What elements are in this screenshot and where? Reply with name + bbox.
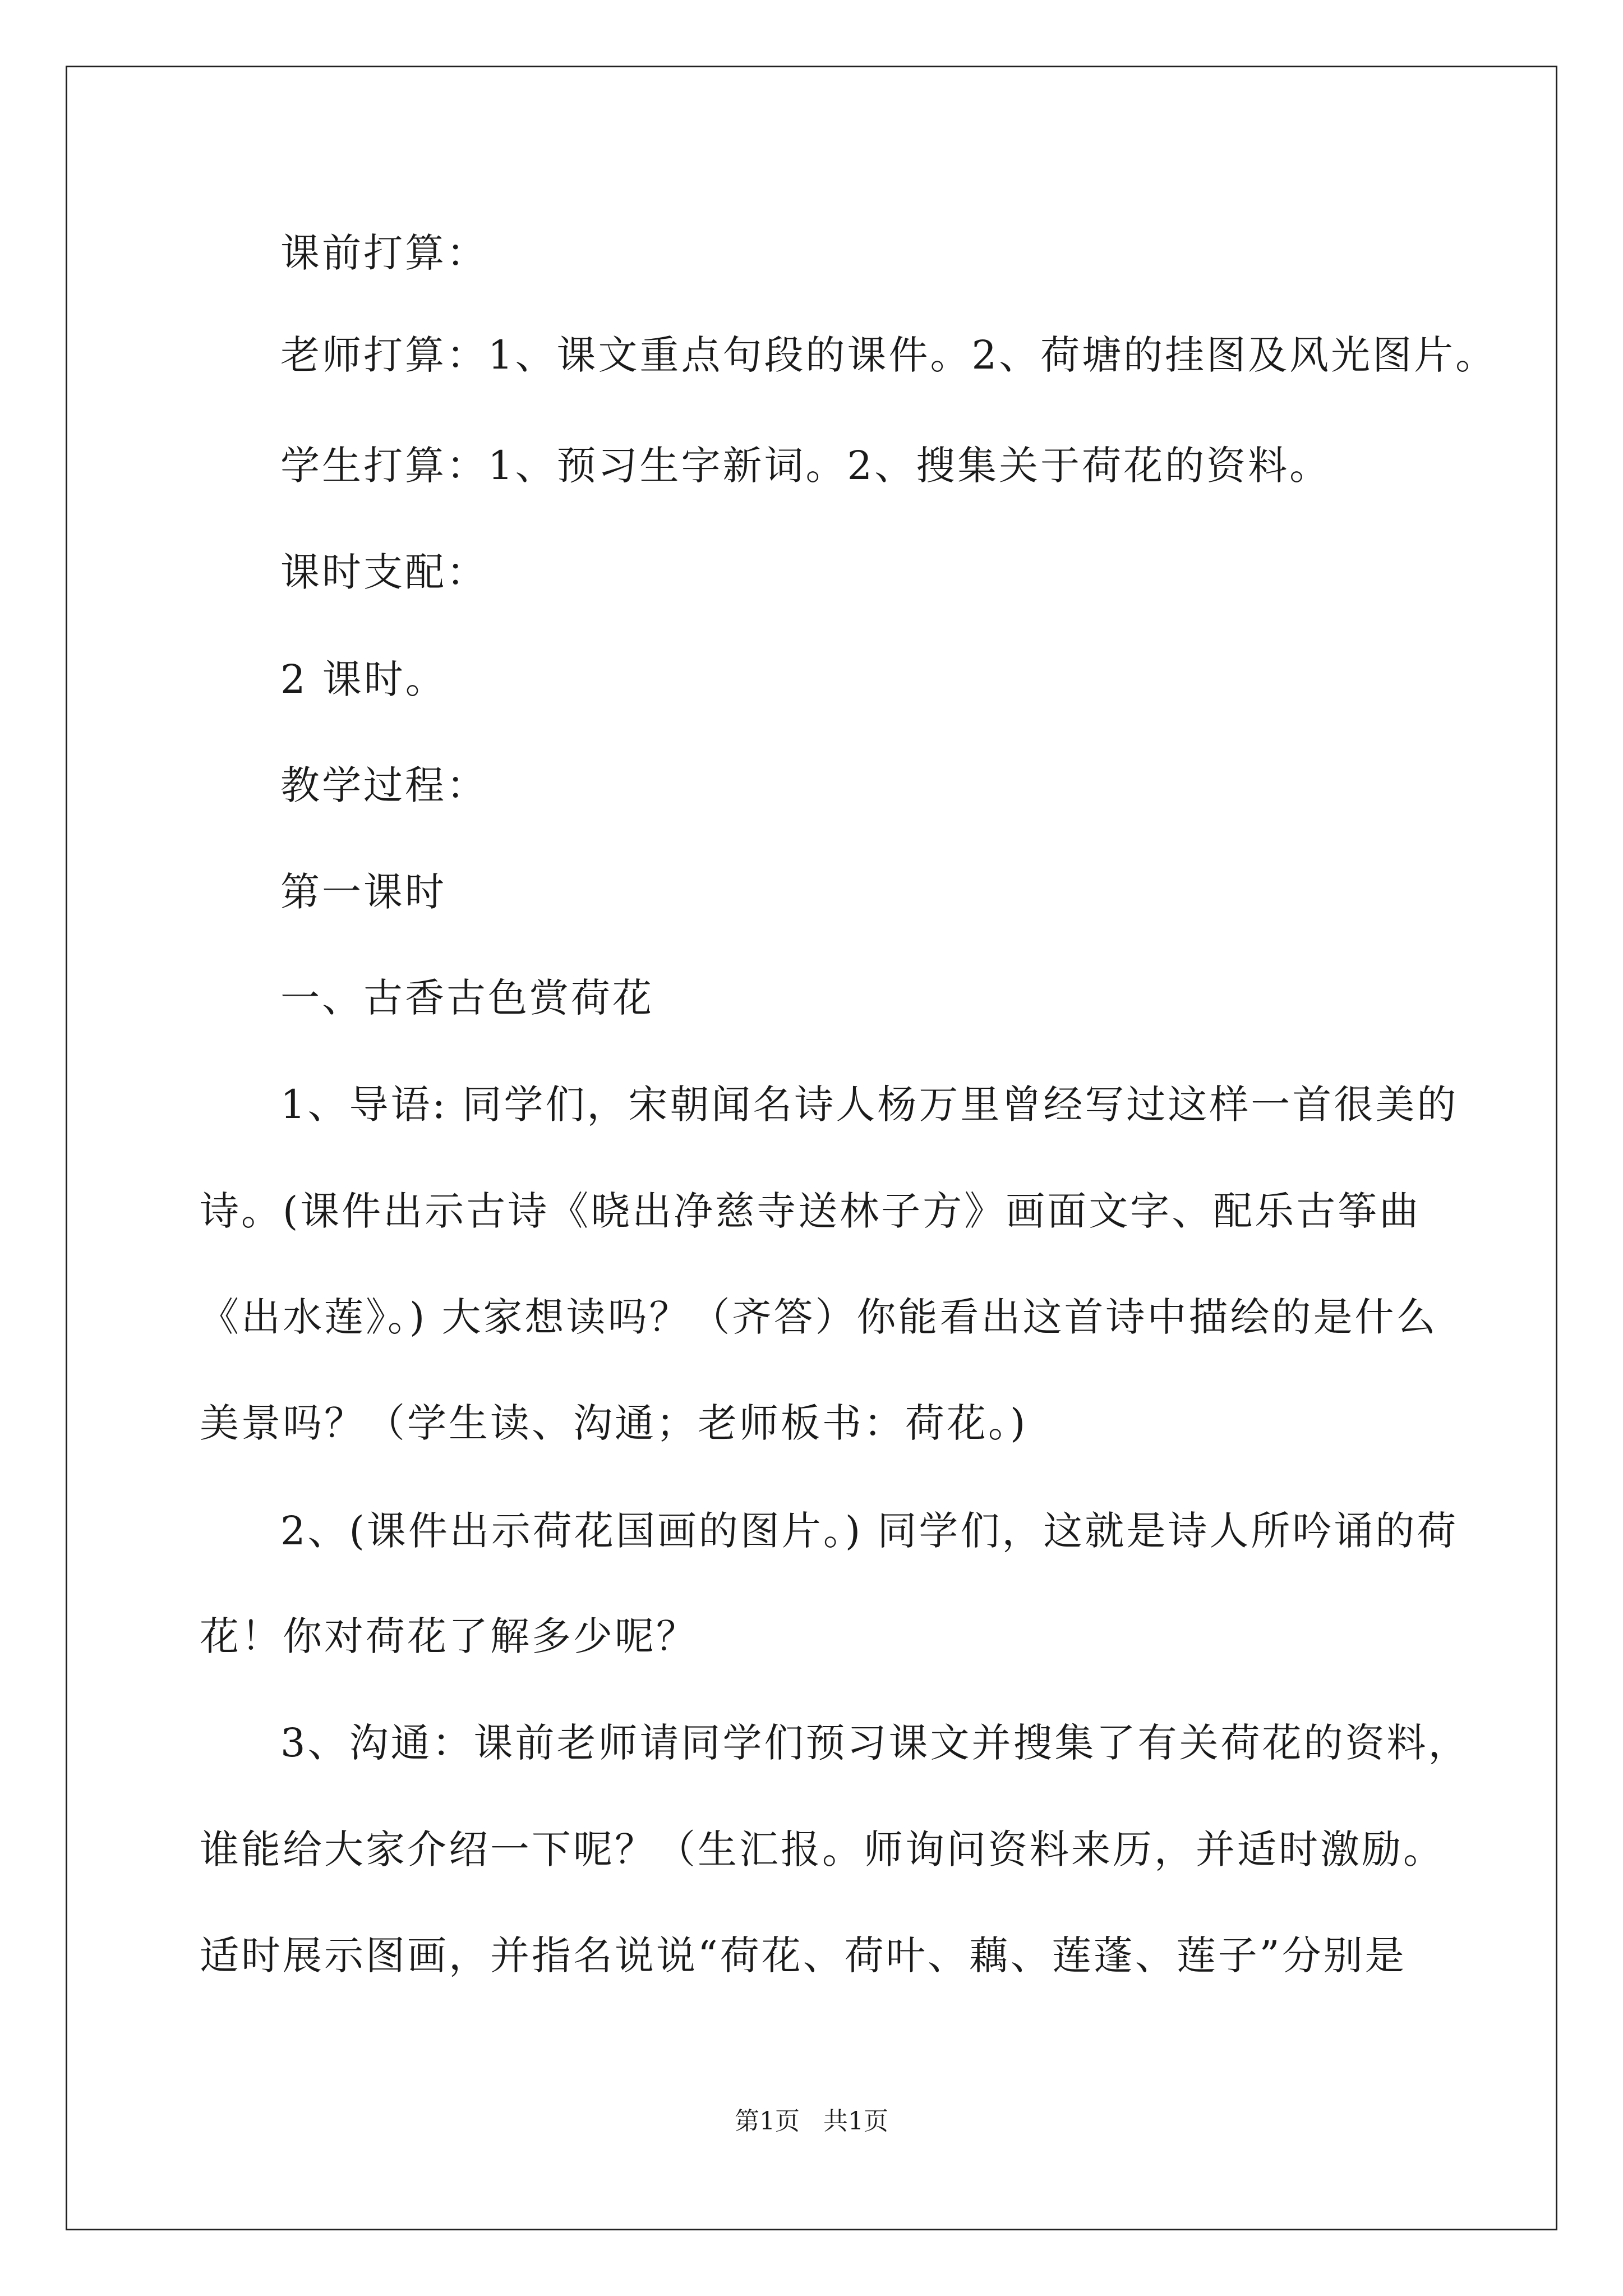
section-heading: 一、古香古色赏荷花 [280,975,654,1021]
body-line: 花！你对荷花了解多少呢？ [200,1613,698,1659]
page-footer: 第1页 共1页 [735,2107,888,2136]
body-line: 2、(课件出示荷花国画的图片。) 同学们，这就是诗人所吟诵的荷 [280,1508,1459,1554]
body-line: 1、导语: 同学们，宋朝闻名诗人杨万里曾经写过这样一首很美的 [280,1082,1459,1128]
body-line: 美景吗？（学生读、沟通；老师板书：荷花。) [200,1400,1028,1446]
body-line: 谁能给大家介绍一下呢？（生汇报。师询问资料来历，并适时激励。 [200,1826,1445,1872]
body-line: 适时展示图画，并指名说说“荷花、荷叶、藕、莲蓬、莲子”分别是 [200,1932,1407,1978]
paragraph-schedule-value: 2 课时。 [280,656,447,702]
paragraph-schedule-heading: 课时支配： [280,549,488,595]
body-line: 3、沟通：课前老师请同学们预习课文并搜集了有关荷花的资料， [280,1720,1470,1766]
paragraph-process-heading: 教学过程： [280,762,488,808]
body-line: 诗。(课件出示古诗《晓出净慈寺送林子方》画面文字、配乐古筝曲 [200,1188,1421,1234]
paragraph-student-prep: 学生打算：1、预习生字新词。2、搜集关于荷花的资料。 [280,443,1331,489]
paragraph-prep-heading: 课前打算： [280,230,488,276]
page-border [66,66,1557,2230]
paragraph-teacher-prep: 老师打算：1、课文重点句段的课件。2、荷塘的挂图及风光图片。 [280,332,1497,378]
paragraph-lesson-one: 第一课时 [280,869,446,915]
body-line: 《出水莲》。) 大家想读吗？（齐答）你能看出这首诗中描绘的是什么 [200,1294,1438,1340]
